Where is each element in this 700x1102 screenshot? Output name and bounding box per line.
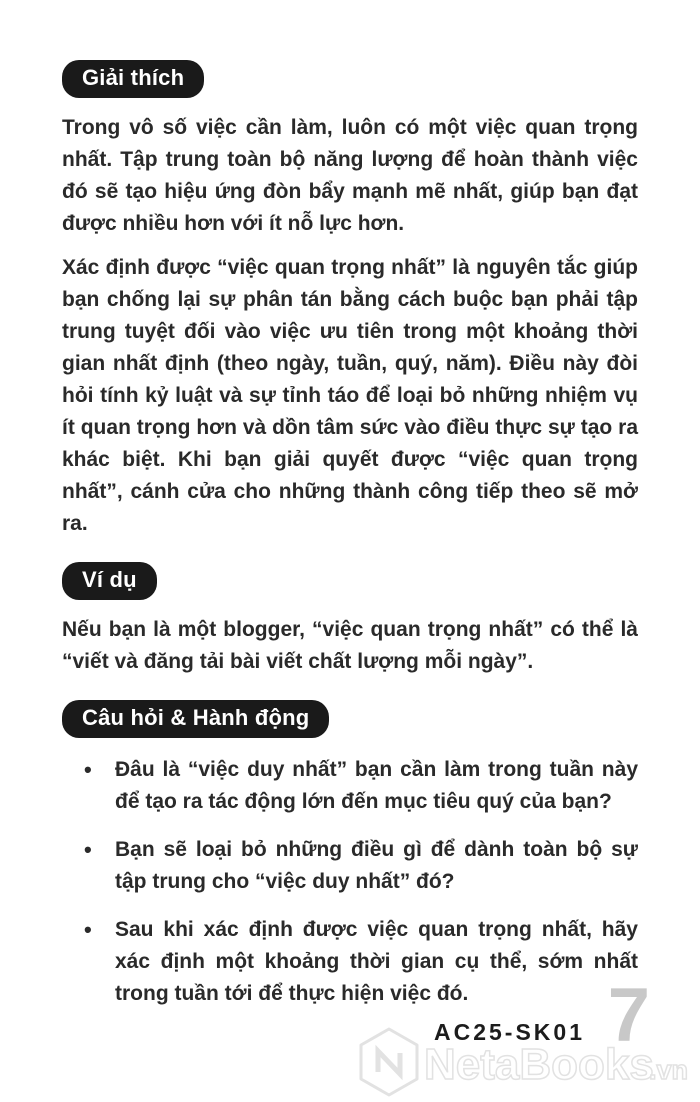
questions-actions-list <box>62 754 638 1010</box>
section-badge-example: Ví dụ <box>62 562 157 600</box>
list-item-text: Đâu là “việc duy nhất” bạn cần làm trong tuần này để tạo ra tác động lớn đến mục tiêu quý của bạn? <box>115 758 638 813</box>
bullet-icon: • <box>84 917 92 942</box>
watermark-brand-text: NetaBooks <box>424 1040 654 1089</box>
section-badge-questions-actions: Câu hỏi & Hành động <box>62 700 329 738</box>
bullet-icon: • <box>84 757 92 782</box>
list-item <box>62 834 638 898</box>
explain-paragraph-1: Trong vô số việc cần làm, luôn có một việc quan trọng nhất. Tập trung toàn bộ năng lượng để hoàn thành việc đó sẽ tạo hiệu ứng đòn bẩy mạnh mẽ nhất, giúp bạn đạt được nhiều hơn với ít nỗ lực hơn. <box>62 116 638 235</box>
book-code: AC25-SK01 <box>434 1019 585 1045</box>
netabooks-watermark <box>358 1026 698 1098</box>
page-content <box>62 0 638 1026</box>
page-number: 7 <box>607 973 650 1058</box>
hexagon-n-logo-icon <box>361 1029 417 1095</box>
list-item-text: Bạn sẽ loại bỏ những điều gì để dành toàn bộ sự tập trung cho “việc duy nhất” đó? <box>115 838 638 893</box>
list-item <box>62 754 638 818</box>
section-badge-explain: Giải thích <box>62 60 204 98</box>
explain-paragraph-2: Xác định được “việc quan trọng nhất” là nguyên tắc giúp bạn chống lại sự phân tán bằng cách buộc bạn phải tập trung tuyệt đối vào việc ưu tiên trong một khoảng thời gian nhất định (theo ngày, tuần, quý, năm). Điều này đòi hỏi tính kỷ luật và sự tỉnh táo để loại bỏ những nhiệm vụ ít quan trọng hơn và dồn tâm sức vào điều thực sự tạo ra khác biệt. Khi bạn giải quyết được “việc quan trọng nhất”, cánh cửa cho những thành công tiếp theo sẽ mở ra. <box>62 256 638 535</box>
bullet-icon: • <box>84 837 92 862</box>
example-paragraph: Nếu bạn là một blogger, “việc quan trọng nhất” có thể là “viết và đăng tải bài viết chất lượng mỗi ngày”. <box>62 618 638 673</box>
list-item-text: Sau khi xác định được việc quan trọng nhất, hãy xác định một khoảng thời gian cụ thể, sớm nhất trong tuần tới để thực hiện việc đó. <box>115 918 638 1005</box>
watermark-tld-text: .vn <box>649 1055 689 1085</box>
list-item <box>62 914 638 1010</box>
